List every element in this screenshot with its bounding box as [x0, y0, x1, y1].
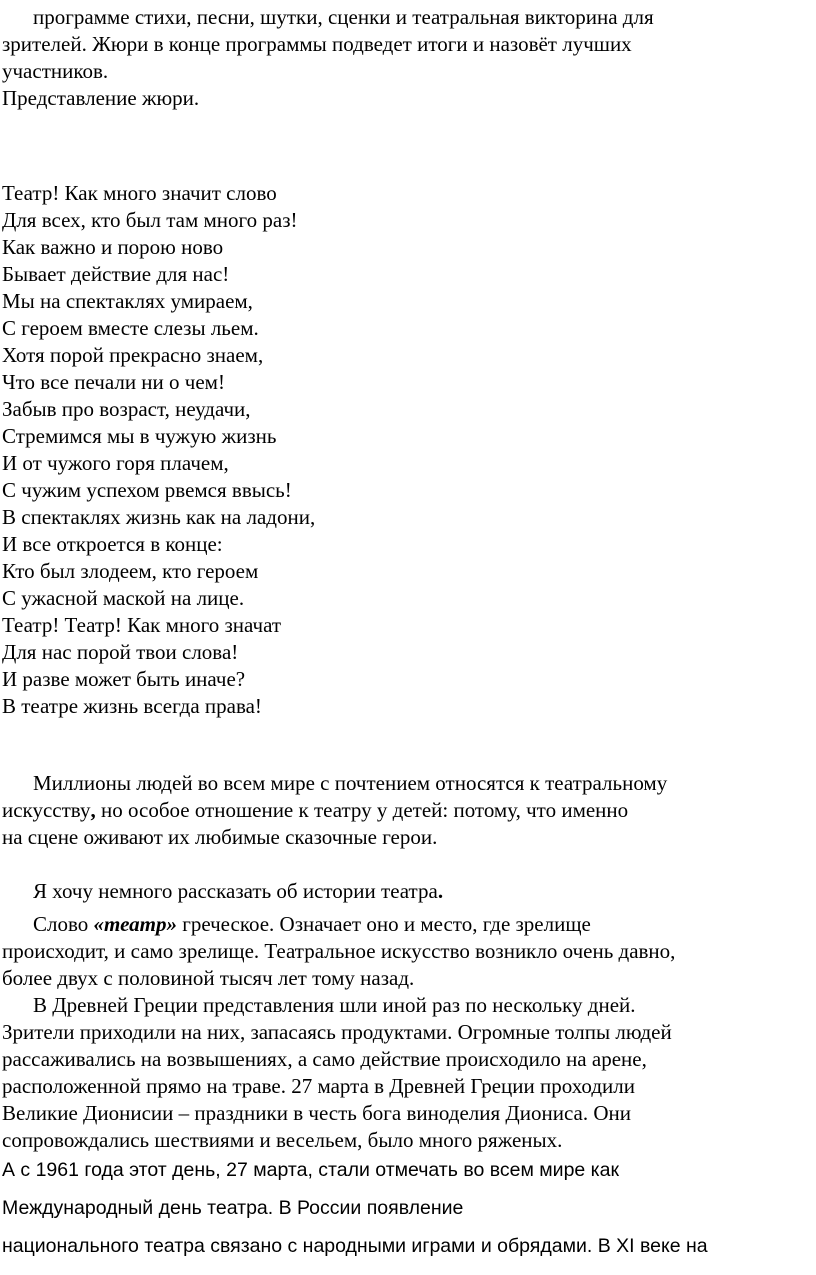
poem-line: С героем вместе слезы льем.: [2, 316, 259, 340]
paragraph-line: Международный день театра. В России появление: [2, 1197, 464, 1219]
paragraph-line: расположенной прямо на траве. 27 марта в Древней Греции проходили: [2, 1074, 635, 1098]
poem-line: Мы на спектаклях умираем,: [2, 289, 253, 313]
paragraph-line: Зрители приходили на них, запасаясь продуктами. Огромные толпы людей: [2, 1020, 672, 1044]
paragraph-text: но особое отношение к театру у детей: потому, что именно: [95, 798, 629, 822]
poem-line: Как важно и порою ново: [2, 235, 224, 259]
poem-line: Театр! Театр! Как много значат: [2, 613, 282, 637]
intro-line: программе стихи, песни, шутки, сценки и театральная викторина для: [33, 5, 654, 29]
poem-line: В театре жизнь всегда права!: [2, 694, 262, 718]
poem-line: Театр! Как много значит слово: [2, 181, 277, 205]
bold-period: .: [437, 879, 444, 903]
poem-line: И все откроется в конце:: [2, 532, 223, 556]
poem-line: Хотя порой прекрасно знаем,: [2, 343, 264, 367]
poem-line: Стремимся мы в чужую жизнь: [2, 424, 277, 448]
paragraph-line: В Древней Греции представления шли иной раз по нескольку дней.: [33, 993, 636, 1017]
paragraph-line: на сцене оживают их любимые сказочные герои.: [2, 825, 438, 849]
poem-line: С ужасной маской на лице.: [2, 586, 245, 610]
poem-line: Бывает действие для нас!: [2, 262, 230, 286]
paragraph-line: сопровождались шествиями и весельем, было много ряженых.: [2, 1128, 563, 1152]
poem-line: Для нас порой твои слова!: [2, 640, 239, 664]
paragraph-text: Слово: [33, 912, 94, 936]
poem-line: Кто был злодеем, кто героем: [2, 559, 259, 583]
paragraph-line: рассаживались на возвышениях, а само действие происходило на арене,: [2, 1047, 647, 1071]
bold-comma: ,: [90, 798, 96, 822]
paragraph-line: Великие Дионисии – праздники в честь бога виноделия Диониса. Они: [2, 1101, 631, 1125]
paragraph-text: Я хочу немного рассказать об истории театра: [33, 879, 438, 903]
paragraph-line: более двух с половиной тысяч лет тому назад.: [2, 966, 415, 990]
poem-line: Что все печали ни о чем!: [2, 370, 225, 394]
paragraph-line: [33, 878, 443, 905]
poem-line: С чужим успехом рвемся ввысь!: [2, 478, 292, 502]
paragraph-line: А с 1961 года этот день, 27 марта, стали отмечать во всем мире как: [2, 1159, 620, 1181]
poem-line: Забыв про возраст, неудачи,: [2, 397, 251, 421]
poem-line: Для всех, кто был там много раз!: [2, 208, 298, 232]
intro-line: зрителей. Жюри в конце программы подведет итоги и назовёт лучших: [2, 32, 632, 56]
paragraph-line: [33, 911, 591, 938]
poem-line: И разве может быть иначе?: [2, 667, 246, 691]
poem-line: В спектаклях жизнь как на ладони,: [2, 505, 316, 529]
paragraph-text: искусству: [2, 798, 91, 822]
paragraph-line: национального театра связано с народными играми и обрядами. В XI веке на: [2, 1235, 708, 1257]
term-theatre: «театр»: [93, 912, 177, 936]
poem-line: И от чужого горя плачем,: [2, 451, 229, 475]
paragraph-text: греческое. Означает оно и место, где зрелище: [176, 912, 591, 936]
paragraph-line: [2, 797, 628, 824]
paragraph-line: Миллионы людей во всем мире с почтением относятся к театральному: [33, 771, 668, 795]
paragraph-line: происходит, и само зрелище. Театральное искусство возникло очень давно,: [2, 939, 676, 963]
intro-line: участников.: [2, 59, 109, 83]
intro-jury-line: Представление жюри.: [2, 86, 200, 110]
